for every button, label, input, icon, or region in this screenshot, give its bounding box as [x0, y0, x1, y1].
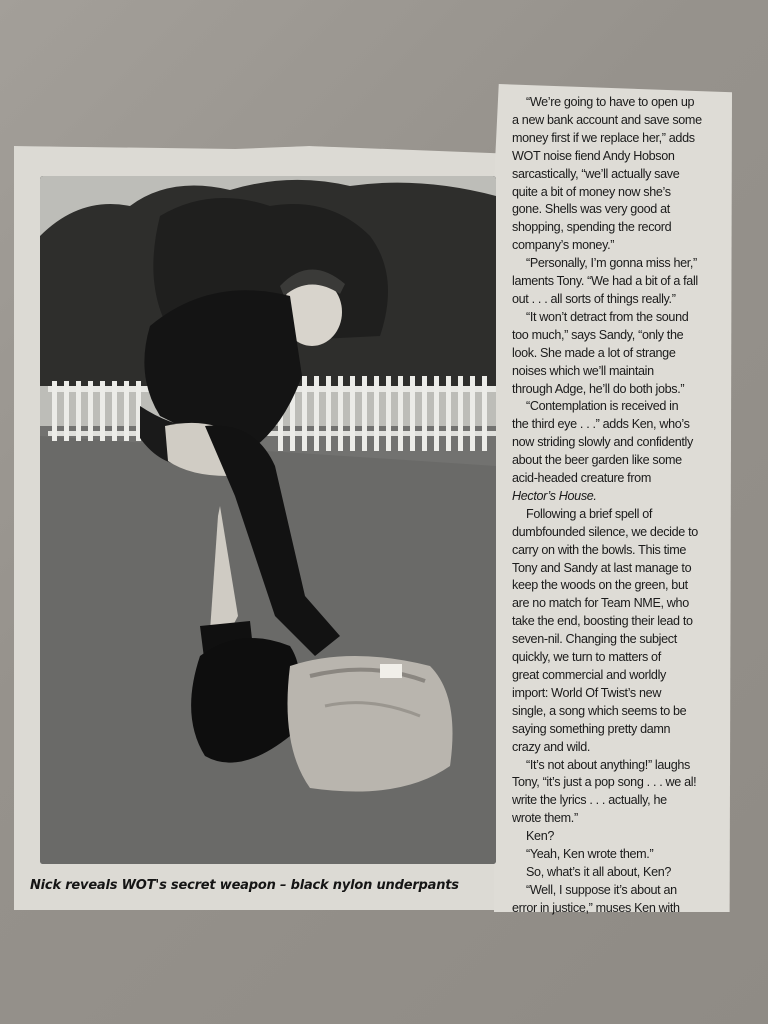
article-line: sarcastically, “we’ll actually save — [512, 166, 680, 181]
article-line: seven-nil. Changing the subject — [512, 632, 677, 647]
article-line: take the end, boosting their lead to — [512, 614, 693, 629]
article-line: keep the woods on the green, but — [512, 578, 688, 593]
article-line: write the lyrics . . . actually, he — [512, 793, 667, 808]
article-line: quite a bit of money now she’s — [512, 184, 671, 199]
article-line: look. She made a lot of strange — [512, 345, 676, 360]
article-text — [512, 94, 728, 918]
article-line: noises which we’ll maintain — [512, 363, 654, 378]
article-line: money first if we replace her,” adds — [512, 130, 695, 145]
article-photo — [40, 176, 496, 864]
article-line: quickly, we turn to matters of — [512, 650, 661, 665]
article-line: “It’s not about anything!” laughs — [526, 757, 690, 772]
article-line: Tony and Sandy at last manage to — [512, 560, 692, 575]
article-line: Following a brief spell of — [526, 506, 653, 521]
article-line: carry on with the bowls. This time — [512, 542, 687, 557]
article-line: gone. Shells was very good at — [512, 202, 670, 217]
article-line: laments Tony. “We had a bit of a fall — [512, 274, 698, 289]
article-line: wrote them.” — [512, 811, 578, 826]
article-line: “It won’t detract from the sound — [526, 309, 689, 324]
article-line: So, what’s it all about, Ken? — [526, 864, 672, 879]
article-line: error in justice,” muses Ken with — [512, 900, 680, 915]
article-line: import: World Of Twist’s new — [512, 685, 662, 700]
article-line: “Yeah, Ken wrote them.” — [526, 847, 654, 862]
article-line: “Personally, I’m gonna miss her,” — [526, 256, 697, 271]
article-line: WOT noise fiend Andy Hobson — [512, 148, 675, 163]
article-line: dumbfounded silence, we decide to — [512, 524, 698, 539]
article-line: shopping, spending the record — [512, 220, 672, 235]
article-line: acid-headed creature from — [512, 471, 651, 486]
article-line: Tony, “it’s just a pop song . . . we al! — [512, 775, 697, 790]
article-line: too much,” says Sandy, “only the — [512, 327, 684, 342]
article-line: company’s money.” — [512, 238, 615, 253]
article-line: through Adge, he’ll do both jobs.” — [512, 381, 685, 396]
article-line: “Well, I suppose it’s about an — [526, 882, 677, 897]
article-line: are no match for Team NME, who — [512, 596, 689, 611]
article-line: now striding slowly and confidently — [512, 435, 693, 450]
article-line: out . . . all sorts of things really.” — [512, 291, 676, 306]
article-line: single, a song which seems to be — [512, 703, 687, 718]
article-line: Ken? — [526, 829, 555, 844]
article-line: “Contemplation is received in — [526, 399, 679, 414]
photo-caption: Nick reveals WOT's secret weapon – black nylon underpants — [30, 878, 459, 893]
article-line: “We’re going to have to open up — [526, 95, 695, 109]
article-line: the third eye . . .” adds Ken, who’s — [512, 417, 690, 432]
article-line: a new bank account and save some — [512, 112, 702, 127]
article-line: saying something pretty damn — [512, 721, 671, 736]
article-line: about the beer garden like some — [512, 453, 682, 468]
article-line: crazy and wild. — [512, 739, 591, 754]
article-line: great commercial and worldly — [512, 668, 666, 682]
article-line: Hector’s House. — [512, 488, 597, 503]
